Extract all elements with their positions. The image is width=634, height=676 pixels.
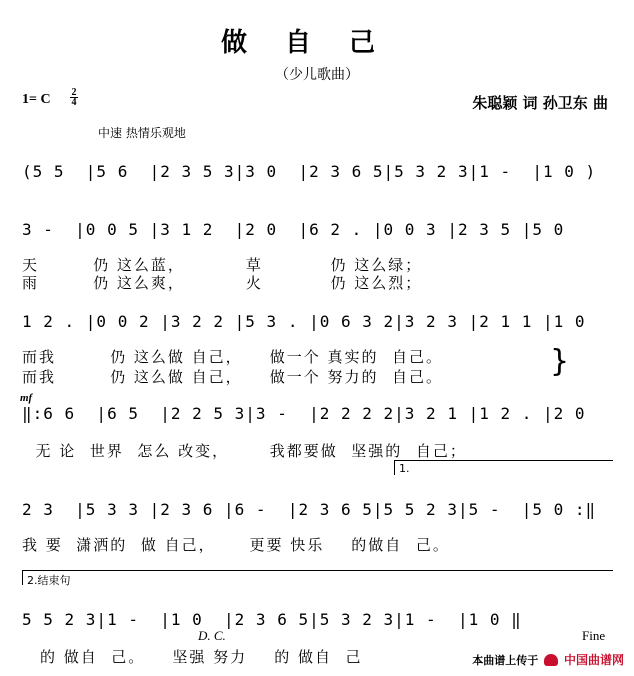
verse-bracket: } (550, 344, 570, 379)
lyric-row-3-verse-1: 而我 仍 这么做 自己， 做一个 真实的 自己。 (22, 348, 444, 366)
song-title: 做自己 (220, 28, 413, 58)
tempo-marking: 中速 热情乐观地 (98, 126, 186, 140)
fine-mark: Fine (582, 628, 606, 643)
notation-row-4: ‖:6 6 |6 5 |2 2 5 3|3 - |2 2 2 2|3 2 1 |1 2 . |2 0 (22, 404, 597, 423)
notation-row-6: 5 5 2 3|1 - |1 0 |2 3 6 5|5 3 2 3|1 - |1 0 ‖ (22, 610, 522, 629)
volta-2-label: 2.结束句 (27, 574, 71, 587)
credits: 朱聪颖 词 孙卫东 曲 (472, 94, 608, 112)
time-signature-bottom: 4 (71, 97, 77, 108)
volta-bracket-1 (394, 460, 613, 475)
dynamic-mark: mf (20, 392, 33, 404)
site-logo-icon (544, 654, 558, 666)
lyric-row-2-verse-1: 天 仍 这么蓝， 草 仍 这么绿； (22, 256, 423, 274)
lyric-row-2-verse-2: 雨 仍 这么爽， 火 仍 这么烈； (22, 274, 423, 292)
footer-brand: 中国曲谱网 (563, 653, 624, 667)
footer-text: 本曲谱上传于 (472, 654, 539, 667)
song-subtitle: （少儿歌曲） (275, 67, 359, 83)
volta-bracket-2 (22, 570, 613, 585)
key-signature: 1= C (22, 92, 51, 107)
lyric-row-4: 无 论 世界 怎么 改变， 我都要做 坚强的 自己； (22, 442, 467, 460)
dc-mark: D. C. (198, 628, 226, 643)
lyric-row-6: 的 做自 己。 坚强 努力 的 做自 己 (40, 648, 363, 666)
footer-watermark (472, 651, 624, 668)
lyric-row-5: 我 要 潇洒的 做 自己， 更要 快乐 的做自 己。 (22, 536, 450, 554)
notation-row-3: 1 2 . |0 0 2 |3 2 2 |5 3 . |0 6 3 2|3 2 3 |2 1 1 |1 0 (22, 312, 597, 331)
lyric-row-3-verse-2: 而我 仍 这么做 自己， 做一个 努力的 自己。 (22, 368, 444, 386)
notation-row-5: 2 3 |5 3 3 |2 3 6 |6 - |2 3 6 5|5 5 2 3|5 - |5 0 :‖ (22, 500, 597, 519)
notation-row-1: (5 5 |5 6 |2 3 5 3|3 0 |2 3 6 5|5 3 2 3|1 - |1 0 ) (22, 162, 597, 181)
notation-row-2: 3 - |0 0 5 |3 1 2 |2 0 |6 2 . |0 0 3 |2 3 5 |5 0 (22, 220, 575, 239)
volta-1-label: 1. (399, 462, 410, 475)
time-signature (70, 88, 78, 107)
time-signature-top: 2 (71, 87, 77, 98)
